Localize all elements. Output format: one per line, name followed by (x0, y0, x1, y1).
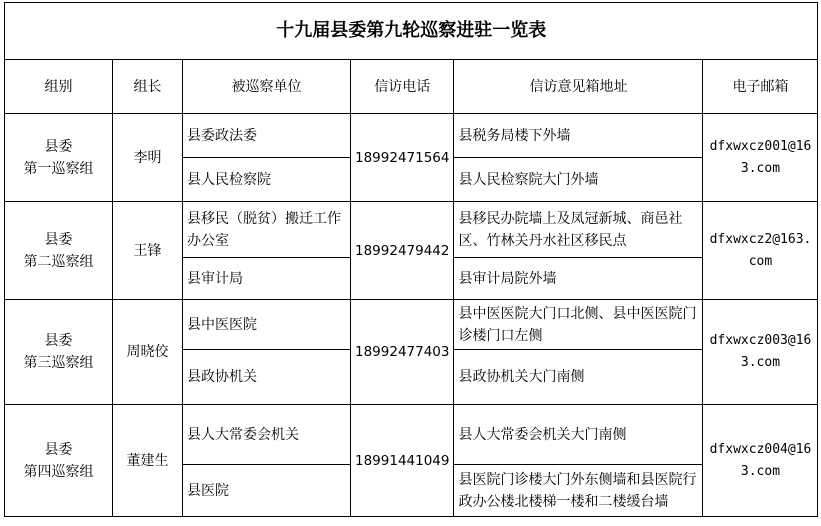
email-line1: dfxwxcz001@16 (709, 138, 812, 154)
mailbox-location: 县医院门诊楼大门外东侧墙和县医院行政办公楼北楼梯一楼和二楼缓台墙 (454, 465, 703, 517)
group-name-cell (5, 202, 113, 300)
group-name-line1: 县委 (44, 441, 73, 458)
group-name-line2: 第一巡察组 (23, 160, 94, 177)
email-line1: dfxwxcz004@16 (709, 441, 812, 457)
group-leader: 周晓佼 (113, 300, 183, 405)
header-unit: 被巡察单位 (183, 60, 351, 114)
group-name-line2: 第三巡察组 (23, 355, 94, 371)
hotline-phone: 18991441049 (351, 405, 454, 517)
hotline-phone: 18992479442 (351, 202, 454, 300)
header-mailbox: 信访意见箱地址 (454, 60, 703, 114)
inspected-unit: 县移民（脱贫）搬迁工作办公室 (183, 202, 351, 258)
table-row (5, 405, 818, 465)
inspected-unit: 县审计局 (183, 258, 351, 300)
group-name-line2: 第四巡察组 (23, 463, 94, 480)
group-leader: 董建生 (113, 405, 183, 517)
email-line2: 3.com (740, 355, 781, 370)
mailbox-location: 县审计局院外墙 (454, 258, 703, 300)
mailbox-location: 县人民检察院大门外墙 (454, 158, 703, 202)
header-phone: 信访电话 (351, 60, 454, 114)
table-row (5, 300, 818, 350)
mailbox-location: 县政协机关大门南侧 (454, 350, 703, 405)
email-cell (703, 300, 818, 405)
group-name-cell (5, 114, 113, 202)
email-cell (703, 202, 818, 300)
hotline-phone: 18992471564 (351, 114, 454, 202)
table-row (5, 114, 818, 158)
inspected-unit: 县中医医院 (183, 300, 351, 350)
inspected-unit: 县人民检察院 (183, 158, 351, 202)
mailbox-location: 县税务局楼下外墙 (454, 114, 703, 158)
email-line2: 3.com (740, 160, 781, 176)
hotline-phone: 18992477403 (351, 300, 454, 405)
inspected-unit: 县委政法委 (183, 114, 351, 158)
header-group: 组别 (5, 60, 113, 114)
header-email: 电子邮箱 (703, 60, 818, 114)
group-name-cell (5, 300, 113, 405)
group-leader: 王锋 (113, 202, 183, 300)
header-leader: 组长 (113, 60, 183, 114)
email-line1: dfxwxcz2@163. (709, 231, 812, 247)
group-name-line1: 县委 (44, 231, 73, 248)
inspected-unit: 县医院 (183, 465, 351, 517)
group-name-line1: 县委 (44, 138, 73, 155)
email-cell (703, 114, 818, 202)
group-name-cell (5, 405, 113, 517)
inspected-unit: 县政协机关 (183, 350, 351, 405)
mailbox-location: 县中医医院大门口北侧、县中医医院门诊楼门口左侧 (454, 300, 703, 350)
email-line2: com (748, 253, 773, 269)
inspection-table (4, 2, 818, 517)
mailbox-location: 县人大常委会机关大门南侧 (454, 405, 703, 465)
email-line1: dfxwxcz003@16 (709, 333, 812, 348)
group-name-line2: 第二巡察组 (23, 253, 94, 270)
table-row (5, 202, 818, 258)
email-cell (703, 405, 818, 517)
mailbox-location: 县移民办院墙上及凤冠新城、商邑社区、竹林关丹水社区移民点 (454, 202, 703, 258)
group-leader: 李明 (113, 114, 183, 202)
email-line2: 3.com (740, 463, 781, 479)
group-name-line1: 县委 (44, 333, 73, 349)
inspected-unit: 县人大常委会机关 (183, 405, 351, 465)
table-title: 十九届县委第九轮巡察进驻一览表 (5, 3, 818, 60)
